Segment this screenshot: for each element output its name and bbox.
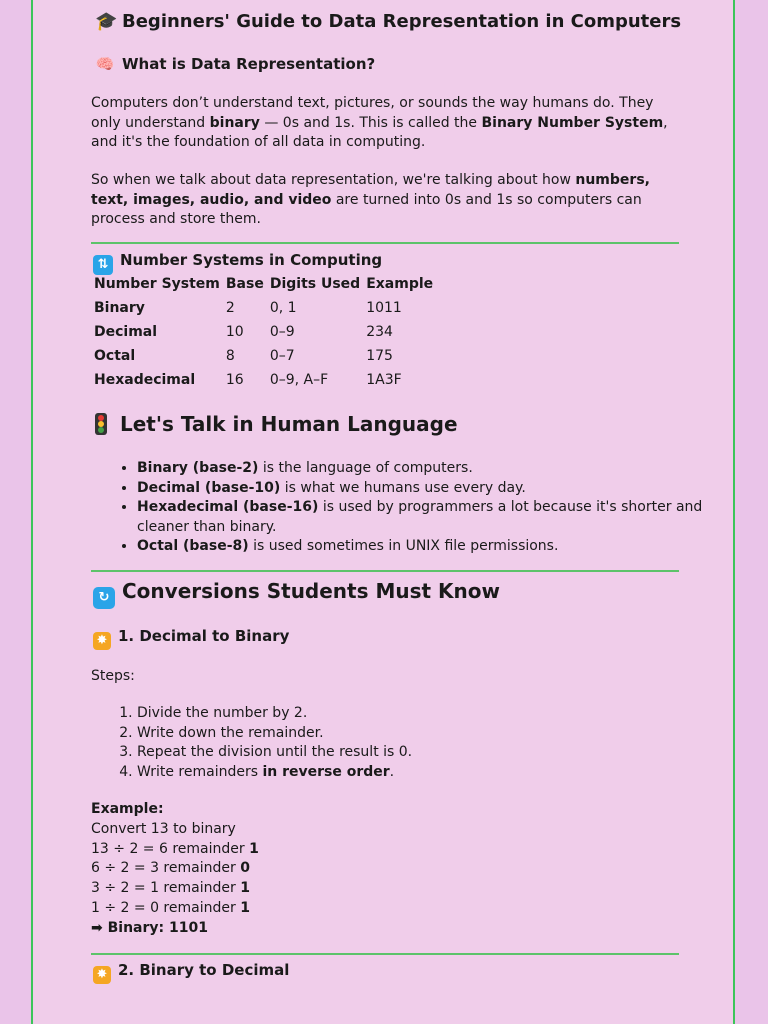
column-header: Base bbox=[225, 276, 264, 292]
list-item: 4. Write remainders in reverse order. bbox=[137, 763, 717, 783]
example-line: 6 ÷ 2 = 3 remainder 0 bbox=[91, 860, 250, 877]
table-header-row bbox=[91, 272, 436, 296]
table-row bbox=[91, 296, 436, 320]
table-cell: 0–9, A–F bbox=[269, 372, 329, 388]
document-page bbox=[31, 0, 735, 1024]
table-cell: Hexadecimal bbox=[94, 372, 196, 388]
list-item: • Binary (base-2) is the language of computers. bbox=[137, 459, 717, 479]
number-systems-table bbox=[91, 272, 436, 392]
sparkle-icon: ✸ bbox=[93, 632, 111, 650]
list-item: • Decimal (base-10) is what we humans use every day. bbox=[137, 479, 717, 499]
table-row bbox=[91, 320, 436, 344]
table-row bbox=[91, 368, 436, 392]
section-heading-number-systems: ⇅ Number Systems in Computing bbox=[93, 251, 382, 275]
number-system-list bbox=[91, 459, 717, 557]
column-header: Digits Used bbox=[269, 276, 361, 292]
list-item: 3. Repeat the division until the result is 0. bbox=[137, 743, 717, 763]
table-cell: 1011 bbox=[366, 300, 402, 316]
intro-paragraph-2: So when we talk about data representation, we're talking about how numbers, text, images, audio, and video are turned into 0s and 1s so computers can process and store them. bbox=[91, 172, 650, 227]
list-item: 2. Write down the remainder. bbox=[137, 724, 717, 744]
table-cell: 175 bbox=[366, 348, 393, 364]
section-divider bbox=[91, 242, 679, 244]
section-heading-what-is: 🧠 What is Data Representation? bbox=[95, 55, 376, 73]
table-cell: 0–9 bbox=[269, 324, 295, 340]
column-header: Example bbox=[366, 276, 434, 292]
steps-label: Steps: bbox=[91, 668, 135, 684]
numbers-icon: ⇅ bbox=[93, 255, 113, 275]
table-cell: 8 bbox=[225, 348, 235, 364]
example-result: ➡ Binary: 1101 bbox=[91, 919, 208, 936]
refresh-icon: ↻ bbox=[93, 587, 115, 609]
table-cell: 10 bbox=[225, 324, 244, 340]
example-line: 13 ÷ 2 = 6 remainder 1 bbox=[91, 840, 259, 857]
list-item: • Octal (base-8) is used sometimes in UNIX file permissions. bbox=[137, 537, 717, 557]
example-block bbox=[91, 800, 259, 939]
steps-list bbox=[91, 704, 717, 782]
example-intro: Convert 13 to binary bbox=[91, 820, 236, 837]
page-title: 🎓 Beginners' Guide to Data Representation in Computers bbox=[95, 11, 682, 32]
table-cell: 1A3F bbox=[366, 372, 402, 388]
section-divider bbox=[91, 570, 679, 572]
sparkle-icon: ✸ bbox=[93, 966, 111, 984]
list-item: • Hexadecimal (base-16) is used by programmers a lot because it's shorter and cleaner than binary. bbox=[137, 498, 717, 537]
table-cell: 0–7 bbox=[269, 348, 295, 364]
list-item: 1. Divide the number by 2. bbox=[137, 704, 717, 724]
section-divider bbox=[91, 953, 679, 955]
table-cell: 2 bbox=[225, 300, 235, 316]
table-row bbox=[91, 344, 436, 368]
subsection-heading-decimal-to-binary: ✸ 1. Decimal to Binary bbox=[93, 627, 289, 650]
example-line: 1 ÷ 2 = 0 remainder 1 bbox=[91, 899, 250, 916]
example-label: Example: bbox=[91, 801, 164, 817]
traffic-light-icon bbox=[95, 413, 107, 435]
table-cell: 234 bbox=[366, 324, 393, 340]
table-cell: Octal bbox=[94, 348, 136, 364]
table-cell: 16 bbox=[225, 372, 244, 388]
section-heading-human-language: Let's Talk in Human Language bbox=[91, 412, 458, 436]
example-line: 3 ÷ 2 = 1 remainder 1 bbox=[91, 880, 250, 897]
section-heading-conversions: ↻ Conversions Students Must Know bbox=[93, 579, 500, 609]
intro-paragraph-1: Computers don’t understand text, pictures, or sounds the way humans do. They only understand binary — 0s and 1s. This is called the Binary Number System, and it's the foundation of all data in computing. bbox=[91, 95, 668, 150]
table-cell: 0, 1 bbox=[269, 300, 297, 316]
table-cell: Binary bbox=[94, 300, 145, 316]
subsection-heading-binary-to-decimal: ✸ 2. Binary to Decimal bbox=[93, 961, 289, 984]
brain-icon: 🧠 bbox=[95, 55, 115, 73]
table-cell: Decimal bbox=[94, 324, 158, 340]
column-header: Number System bbox=[94, 276, 220, 292]
graduation-cap-icon: 🎓 bbox=[95, 11, 118, 32]
